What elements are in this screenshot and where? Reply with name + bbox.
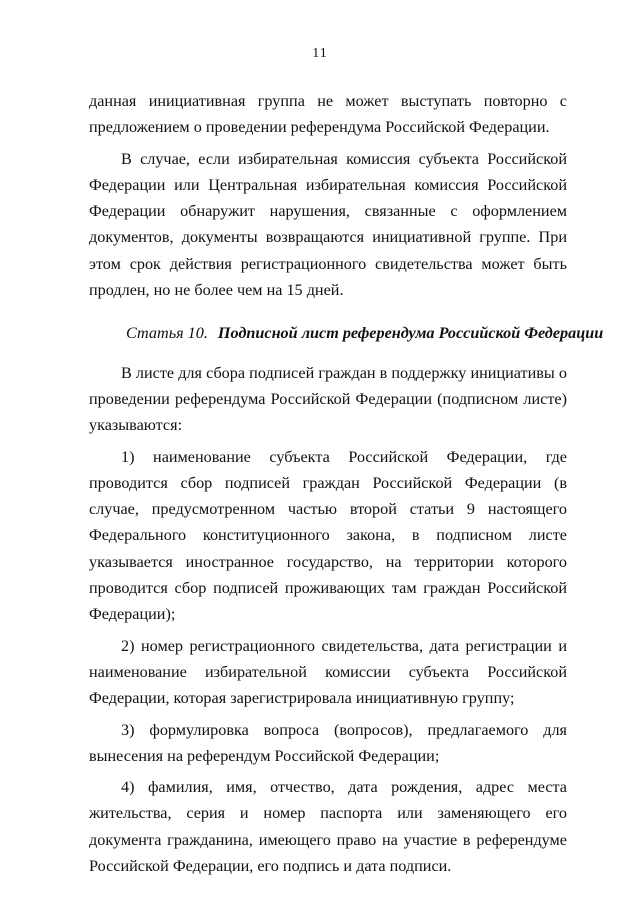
article-heading [89, 320, 604, 346]
article-title: Подписной лист референдума Российской Федерации [217, 324, 604, 343]
document-body [89, 88, 604, 884]
list-item-1: 1) наименование субъекта Российской Федерации, где проводится сбор подписей граждан Российской Федерации (в случае, предусмотренном частью второй статьи 9 настоящего Федерального конституционного закона, в подписном листе указывается иностранное государство, на территории которого проводится сбор подписей проживающих там граждан Российской Федерации); [89, 447, 567, 624]
list-item-3: 3) формулировка вопроса (вопросов), предлагаемого для вынесения на референдум Российской Федерации; [89, 720, 567, 765]
paragraph-continuation: данная инициативная группа не может выступать повторно с предложением о проведении референдума Российской Федерации. [89, 92, 567, 137]
article-number: Статья 10. [126, 324, 208, 343]
paragraph-signature-sheet-intro: В листе для сбора подписей граждан в поддержку инициативы о проведении референдума Российской Федерации (подписном листе) указываются: [89, 363, 567, 435]
list-item-4: 4) фамилия, имя, отчество, дата рождения, адрес места жительства, серия и номер паспорта или заменяющего его документа гражданина, имеющего право на участие в референдуме Российской Федерации, его подпись и дата подписи. [89, 778, 567, 876]
paragraph-return-of-documents: В случае, если избирательная комиссия субъекта Российской Федерации или Центральная избирательная комиссия Российской Федерации обнаружит нарушения, связанные с оформлением документов, документы возвращаются инициативной группе. При этом срок действия регистрационного свидетельства может быть продлен, но не более чем на 15 дней. [89, 149, 567, 300]
page-number: 11 [312, 46, 328, 61]
list-item-2: 2) номер регистрационного свидетельства, дата регистрации и наименование избирательной комиссии субъекта Российской Федерации, которая зарегистрировала инициативную группу; [89, 636, 567, 708]
